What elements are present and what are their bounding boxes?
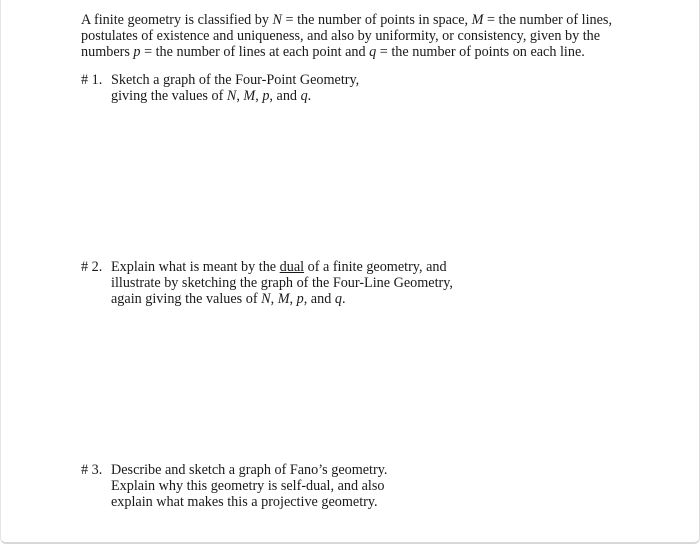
- variable: M: [277, 291, 290, 307]
- problem-3: [81, 462, 387, 510]
- variable: M: [243, 88, 256, 104]
- text-run: A finite geometry is classified by: [81, 12, 273, 28]
- problem-line: Describe and sketch a graph of Fano’s geometry.: [111, 462, 388, 478]
- text-run: ,: [236, 88, 244, 104]
- text-run: = the number of lines,: [483, 12, 613, 28]
- problem-line: Sketch a graph of the Four-Point Geometry,: [111, 72, 360, 88]
- underlined-term: dual: [279, 259, 305, 275]
- problem-line: [111, 259, 453, 275]
- text-run: ,: [289, 291, 297, 307]
- problem-line: illustrate by sketching the graph of the Four-Line Geometry,: [111, 275, 453, 291]
- text-run: = the number of points in space,: [281, 12, 472, 28]
- intro-paragraph: [81, 12, 611, 60]
- problem-line: explain what makes this a projective geometry.: [111, 494, 378, 510]
- problem-text: [111, 72, 359, 104]
- problem-number: # 2.: [81, 259, 103, 275]
- text-run: numbers: [81, 44, 134, 60]
- text-run: = the number of lines at each point and: [140, 44, 370, 60]
- text-run: Explain what is meant by the: [111, 259, 280, 275]
- problem-line: [111, 291, 453, 307]
- variable: N: [226, 88, 237, 104]
- text-run: .: [307, 88, 312, 104]
- problem-1: [81, 72, 359, 104]
- variable: N: [261, 291, 271, 307]
- text-run: , and: [303, 291, 335, 307]
- intro-line: [81, 44, 611, 60]
- variable: M: [471, 12, 484, 28]
- text-run: giving the values of: [111, 88, 227, 104]
- text-run: , and: [269, 88, 301, 104]
- text-run: again giving the values of: [111, 291, 262, 307]
- text-run: of a finite geometry, and: [304, 259, 447, 275]
- text-run: .: [341, 291, 346, 307]
- problem-number: # 3.: [81, 462, 103, 478]
- intro-line: postulates of existence and uniqueness, and also by uniformity, or consistency, given by the: [81, 28, 601, 44]
- variable: p: [262, 88, 270, 104]
- problem-line: [111, 88, 359, 104]
- problem-number: # 1.: [81, 72, 103, 88]
- variable: p: [296, 291, 304, 307]
- problem-text: [111, 462, 387, 510]
- text-run: ,: [270, 291, 278, 307]
- problem-text: [111, 259, 453, 307]
- text-run: = the number of points on each line.: [376, 44, 585, 60]
- text-run: ,: [255, 88, 263, 104]
- variable: p: [133, 44, 141, 60]
- variable: q: [334, 291, 342, 307]
- variable: q: [369, 44, 377, 60]
- problem-2: [81, 259, 453, 307]
- intro-line: [81, 12, 611, 28]
- variable: q: [300, 88, 308, 104]
- problem-line: Explain why this geometry is self-dual, and also: [111, 478, 385, 494]
- variable: N: [272, 12, 282, 28]
